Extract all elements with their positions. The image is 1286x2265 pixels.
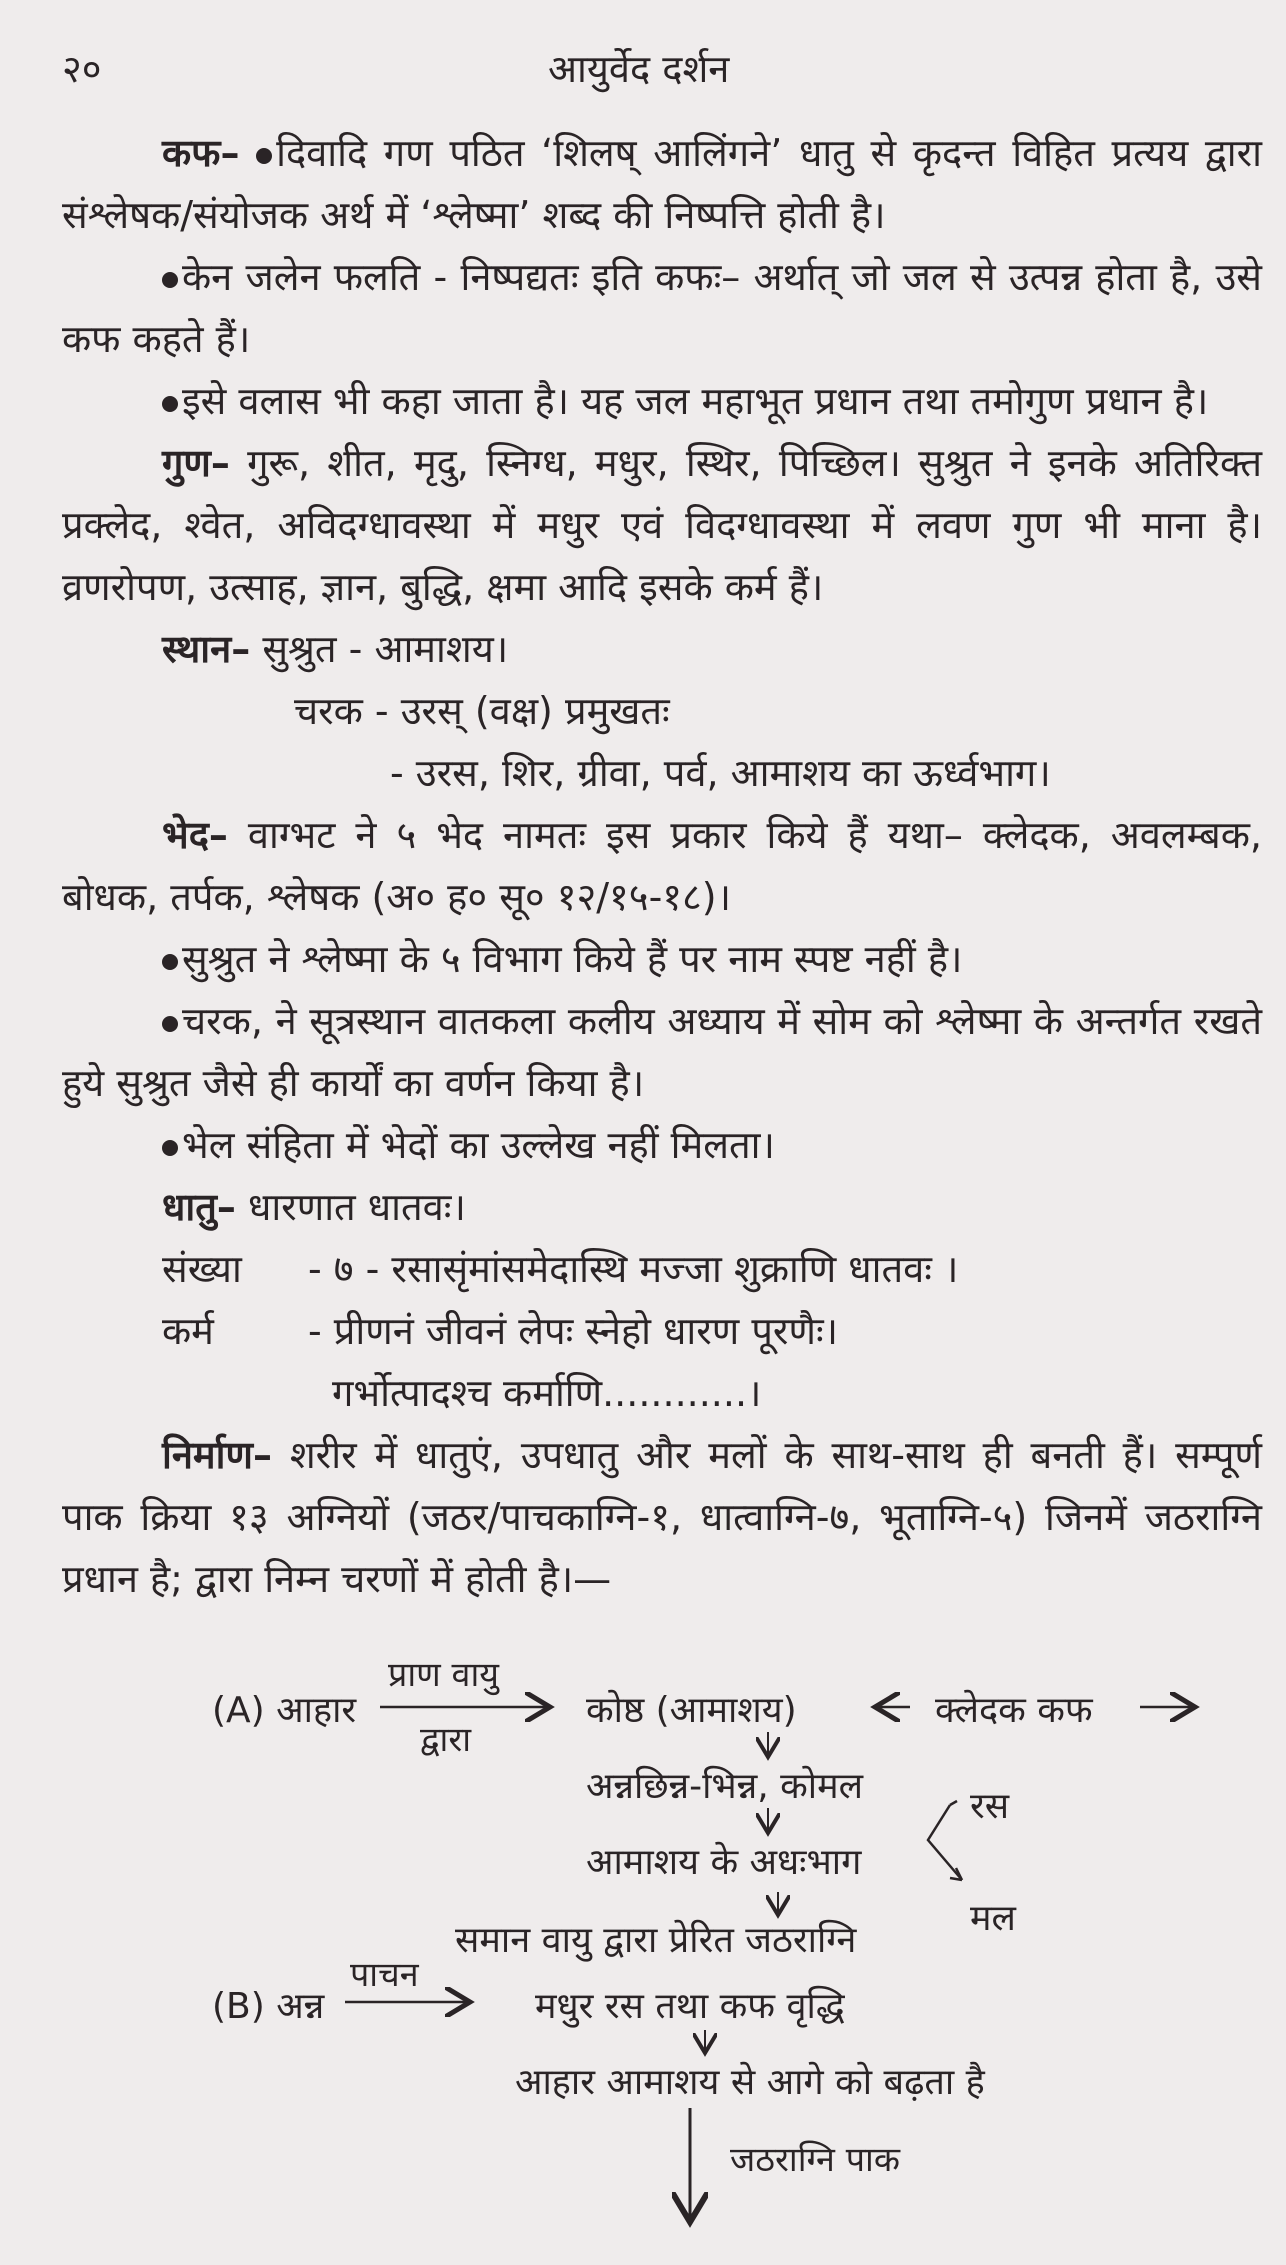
diagram-jatharagni-paka: जठराग्नि पाक — [730, 2140, 900, 2180]
nirmana-heading: निर्माण– — [162, 1433, 272, 1477]
sankhya-line: संख्या - ७ - रसासृंमांसमेदास्थि मज्जा शुक्राणि धातवः । — [62, 1238, 1262, 1300]
bheda-paragraph-3: चरक, ने सूत्रस्थान वातकला कलीय अध्याय में सोम को श्लेष्मा के अन्तर्गत रखते हुये सुश्रुत जैसे ही कार्यों का वर्णन किया है। — [62, 999, 1262, 1105]
bullet-icon — [162, 396, 178, 412]
kaph-paragraph-2: केन जलेन फलति - निष्पद्यतः इति कफः– अर्थात् जो जल से उत्पन्न होता है, उसे कफ कहते हैं। — [62, 255, 1262, 361]
bheda-heading: भेद– — [162, 813, 228, 857]
digestion-diagram — [0, 1640, 1286, 2260]
nirmana-paragraph: निर्माण– शरीर में धातुएं, उपधातु और मलों के साथ-साथ ही बनती हैं। सम्पूर्ण पाक क्रिया १३ अग्नियों (जठर/पाचकाग्नि-१, धात्वाग्नि-७, भूताग्नि-५) जिनमें जठराग्नि प्रधान है; द्वारा निम्न चरणों में होती है।— — [62, 1433, 1262, 1601]
bheda-paragraph-4: भेल संहिता में भेदों का उल्लेख नहीं मिलता। — [62, 1114, 1262, 1176]
sthana-line-1: स्थान– सुश्रुत - आमाशय। — [162, 627, 509, 671]
diagram-koshtha: कोष्ठ (आमाशय) — [586, 1690, 797, 1731]
diagram-a-label: (A) आहार — [212, 1690, 357, 1731]
guna-heading: गुण– — [162, 441, 230, 485]
sthana-line-3: - उरस, शिर, ग्रीवा, पर्व, आमाशय का ऊर्ध्वभाग। — [390, 751, 1051, 795]
diagram-kledaka: क्लेदक कफ — [935, 1690, 1093, 1731]
dhatu-line: धातु– धारणात धातवः। — [162, 1185, 466, 1229]
diagram-mala: मल — [970, 1898, 1016, 1939]
bullet-icon — [162, 954, 178, 970]
bheda-paragraph-2: सुश्रुत ने श्लेष्मा के ५ विभाग किये हैं पर नाम स्पष्ट नहीं है। — [62, 928, 1262, 990]
karma-label: कर्म — [162, 1309, 214, 1353]
diagram-a-arrow-top: प्राण वायु — [388, 1655, 499, 1695]
bheda-paragraph-1: भेद– वाग्भट ने ५ भेद नामतः इस प्रकार किये हैं यथा– क्लेदक, अवलम्बक, बोधक, तर्पक, श्लेषक (अ० ह० सू० १२/१५-१८)। — [62, 813, 1262, 919]
sthana-line-2: चरक - उरस् (वक्ष) प्रमुखतः — [294, 689, 670, 733]
diagram-madhura: मधुर रस तथा कफ वृद्धि — [535, 1986, 845, 2027]
bullet-icon — [162, 272, 178, 288]
diagram-amashaya-adha: आमाशय के अधःभाग — [586, 1842, 862, 1883]
karma-line-2: गर्भोत्पादश्च कर्माणि............। — [332, 1371, 762, 1415]
sthana-heading: स्थान– — [162, 627, 251, 671]
kaph-heading: कफ– — [162, 131, 240, 175]
bullet-icon — [162, 1016, 178, 1032]
bullet-icon — [162, 1140, 178, 1156]
sankhya-label: संख्या — [162, 1247, 242, 1291]
body-text — [62, 122, 1262, 1610]
bullet-icon — [256, 148, 272, 164]
dhatu-heading: धातु– — [162, 1185, 236, 1229]
kaph-paragraph-3: इसे वलास भी कहा जाता है। यह जल महाभूत प्रधान तथा तमोगुण प्रधान है। — [62, 370, 1262, 432]
diagram-ahara-age: आहार आमाशय से आगे को बढ़ता है — [515, 2062, 985, 2103]
karma-line: कर्म - प्रीणनं जीवनं लेपः स्नेहो धारण पूरणैः। — [62, 1300, 1262, 1362]
diagram-b-arrow-top: पाचन — [350, 1955, 419, 1995]
diagram-samana: समान वायु द्वारा प्रेरित जठराग्नि — [455, 1920, 857, 1961]
page-number: २० — [62, 47, 102, 91]
diagram-b-label: (B) अन्न — [212, 1986, 325, 2027]
guna-paragraph: गुण– गुरू, शीत, मृदु, स्निग्ध, मधुर, स्थिर, पिच्छिल। सुश्रुत ने इनके अतिरिक्त प्रक्लेद, श्वेत, अविदग्धावस्था में मधुर एवं विदग्धावस्था में लवण गुण भी माना है। व्रणरोपण, उत्साह, ज्ञान, बुद्धि, क्षमा आदि इसके कर्म हैं। — [62, 441, 1262, 609]
diagram-rasa: रस — [970, 1786, 1010, 1827]
running-title: आयुर्वेद दर्शन — [548, 47, 730, 91]
diagram-a-arrow-bottom: द्वारा — [420, 1720, 472, 1760]
kaph-paragraph-1: कफ– दिवादि गण पठित ‘शिलष् आलिंगने’ धातु से कृदन्त विहित प्रत्यय द्वारा संश्लेषक/संयोजक अर्थ में ‘श्लेष्मा’ शब्द की निष्पत्ति होती है। — [62, 131, 1262, 237]
diagram-annachhinna: अन्नछिन्न-भिन्न, कोमल — [586, 1766, 864, 1807]
